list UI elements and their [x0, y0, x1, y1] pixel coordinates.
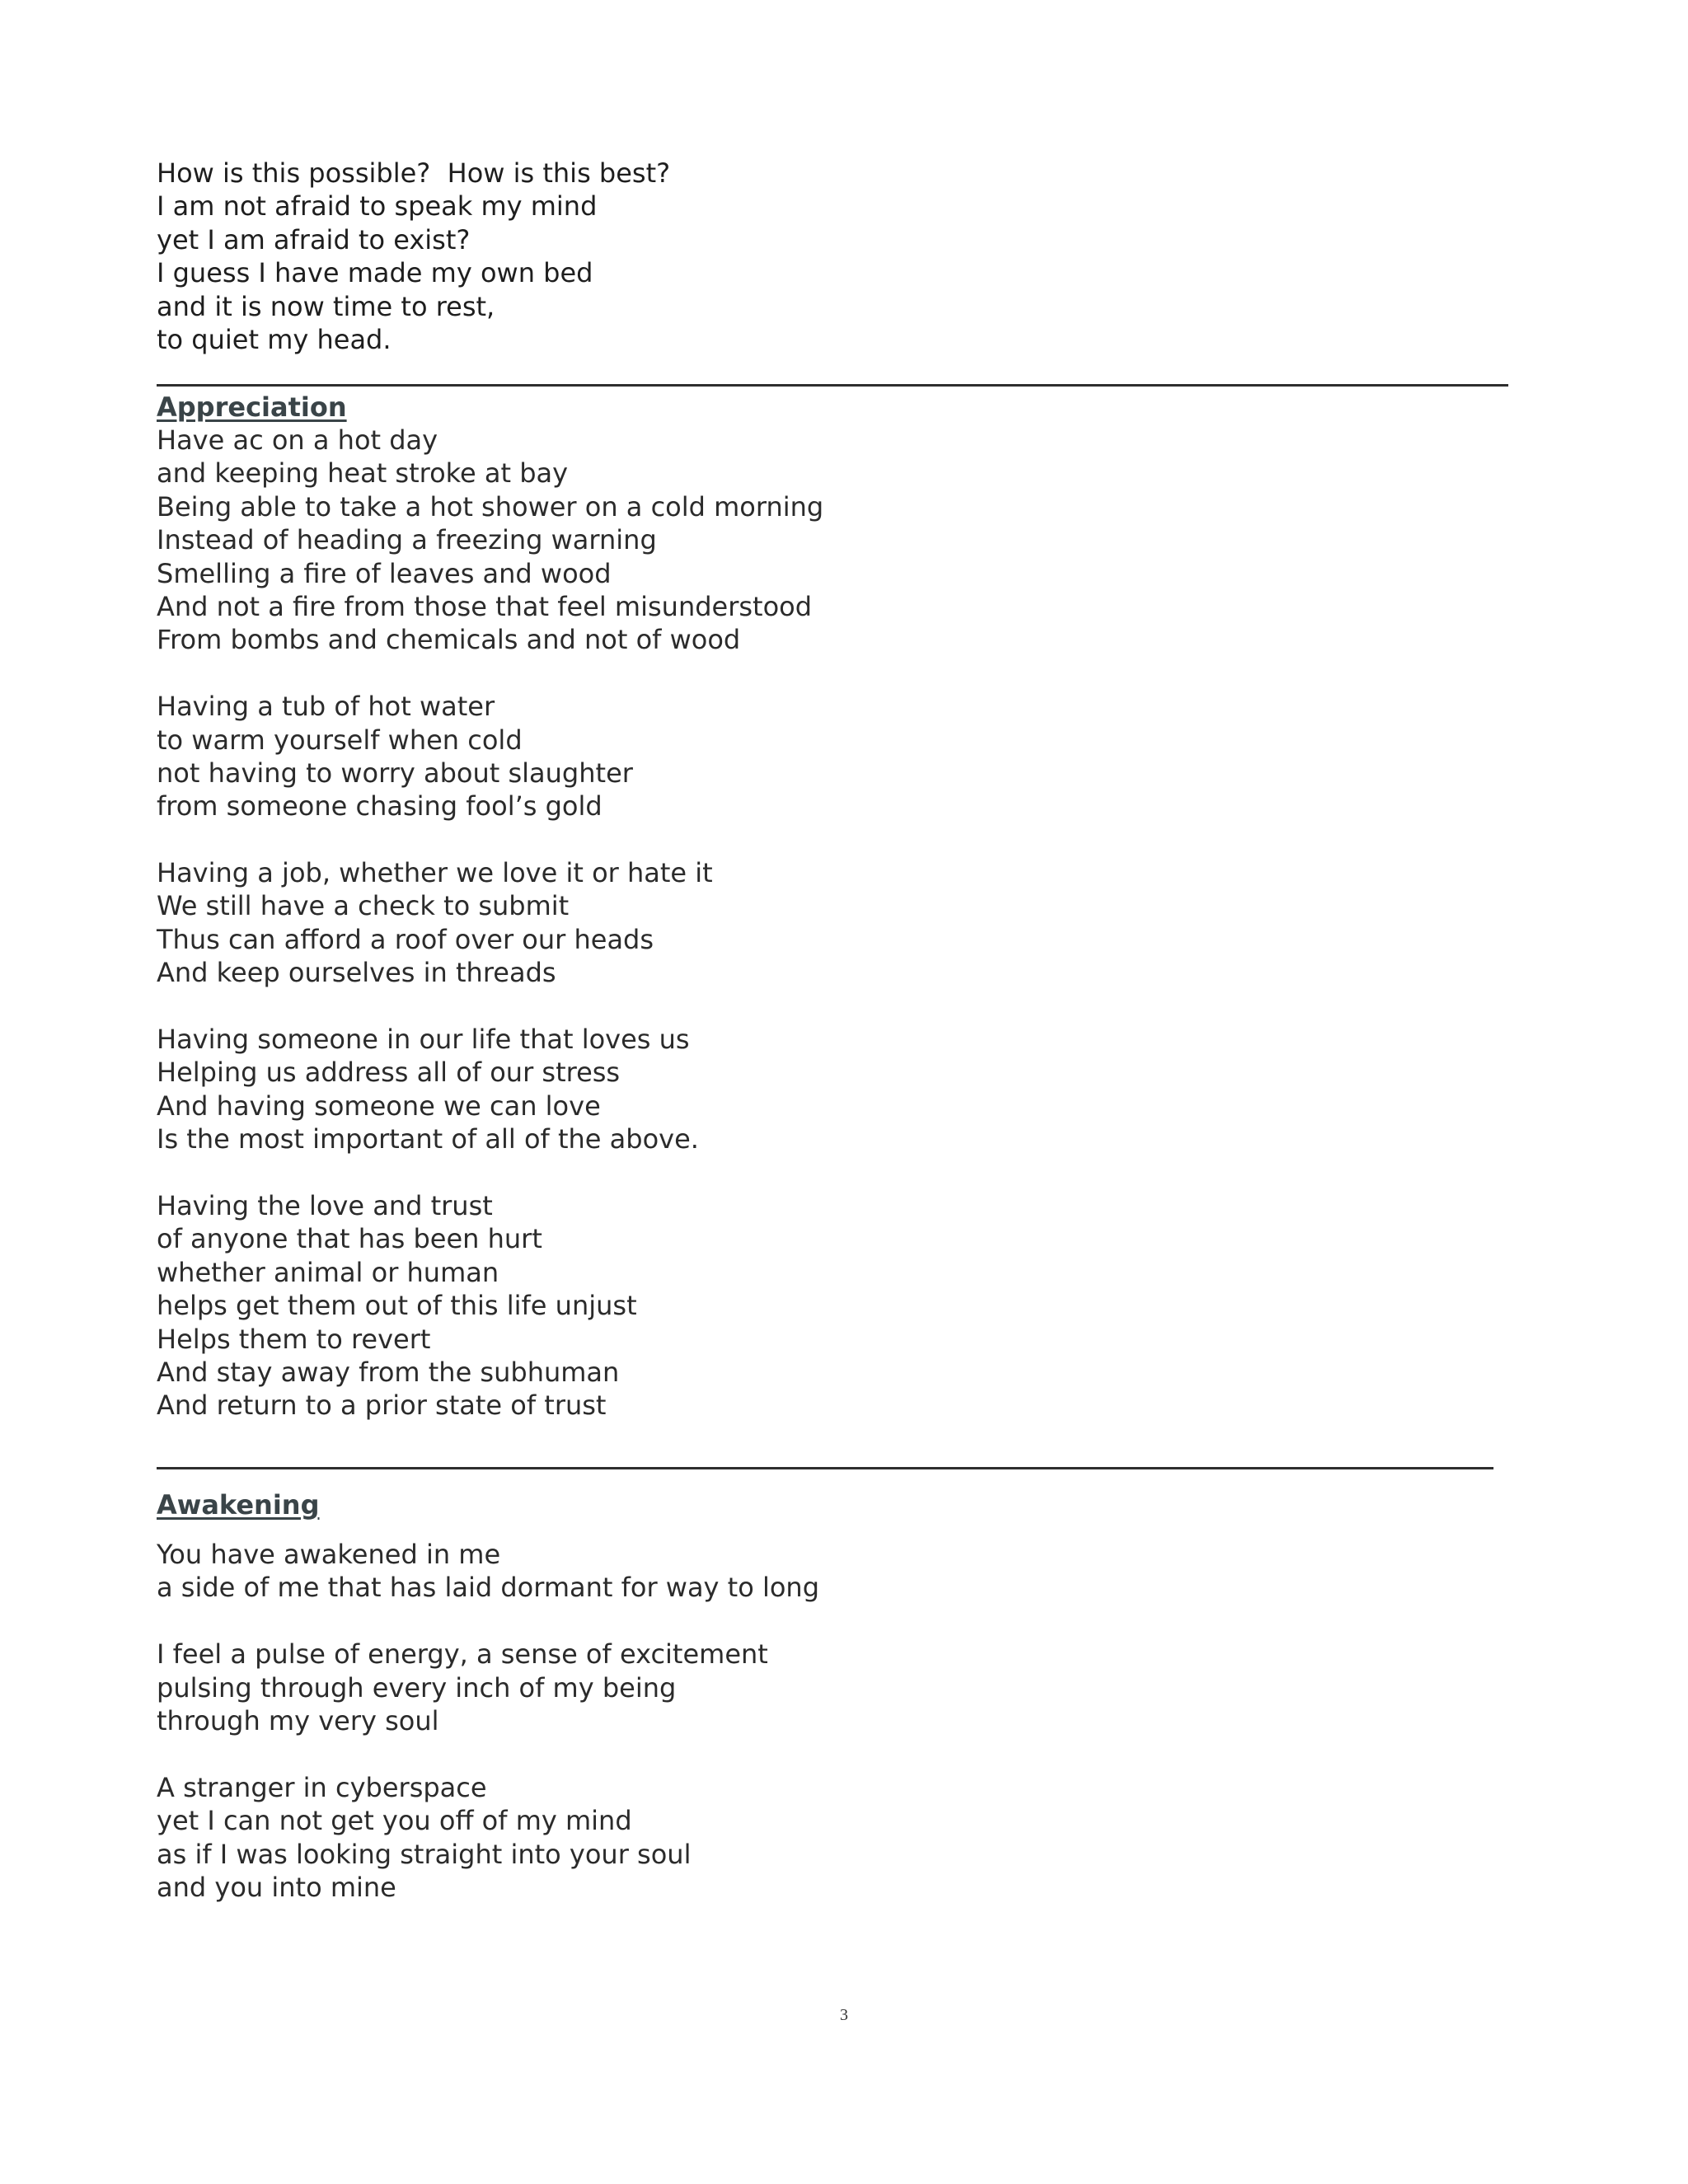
poem-line: through my very soul: [157, 1704, 439, 1736]
poem-line: Having the love and trust: [157, 1189, 493, 1221]
poem-title-awakening: Awakening: [157, 1489, 320, 1521]
poem-line: Helping us address all of our stress: [157, 1057, 621, 1089]
poem-body-awakening: [157, 1538, 819, 1904]
poem-line: of anyone that has been hurt: [157, 1223, 542, 1255]
poem-line: to warm yourself when cold: [157, 724, 523, 756]
poem-line: Thus can afford a roof over our heads: [157, 923, 654, 955]
poem-line: [157, 657, 823, 690]
poem-line: and keeping heat stroke at bay: [157, 457, 569, 490]
poem-line: as if I was looking straight into your soul: [157, 1838, 692, 1870]
poem-line: And stay away from the subhuman: [157, 1356, 620, 1388]
poem-line: [157, 1156, 823, 1189]
poem-line: and it is now time to rest,: [157, 290, 495, 322]
poem-title-appreciation: Appreciation: [157, 391, 347, 423]
poem-line: a side of me that has laid dormant for way to long: [157, 1572, 820, 1604]
poem-line: Having a tub of hot water: [157, 691, 495, 723]
poem-line: pulsing through every inch of my being: [157, 1671, 677, 1704]
poem-line: Having a job, whether we love it or hate it: [157, 857, 713, 889]
section-divider: [157, 1467, 1493, 1469]
poem-line: And not a fire from those that feel misunderstood: [157, 590, 813, 622]
poem-line: We still have a check to submit: [157, 890, 570, 922]
poem-line: And return to a prior state of trust: [157, 1390, 607, 1422]
page-number: 3: [840, 2006, 848, 2024]
poem-line: to quiet my head.: [157, 323, 392, 355]
poem-line: How is this possible? How is this best?: [157, 157, 671, 189]
poem-line: Is the most important of all of the above.: [157, 1123, 699, 1155]
poem-line: Smelling a fire of leaves and wood: [157, 557, 612, 589]
poem-line: [157, 1605, 819, 1638]
poem-line: yet I can not get you off of my mind: [157, 1805, 632, 1837]
poem-line: whether animal or human: [157, 1256, 499, 1288]
poem-line: You have awakened in me: [157, 1539, 501, 1570]
poem-line: And keep ourselves in threads: [157, 957, 556, 989]
poem-line: from someone chasing fool’s gold: [157, 790, 603, 823]
poem-line: Having someone in our life that loves us: [157, 1024, 690, 1056]
poem-line: and you into mine: [157, 1871, 396, 1903]
poem-line: Have ac on a hot day: [157, 424, 438, 456]
poem-line: And having someone we can love: [157, 1090, 601, 1122]
poem-line: [157, 990, 823, 1023]
poem-line: yet I am afraid to exist?: [157, 223, 471, 255]
poem-line: I guess I have made my own bed: [157, 257, 593, 289]
poem-line: A stranger in cyberspace: [157, 1771, 487, 1803]
poem-line: helps get them out of this life unjust: [157, 1290, 637, 1322]
section-divider: [157, 384, 1508, 387]
poem-line: I am not afraid to speak my mind: [157, 190, 598, 223]
poem-line: [157, 1737, 819, 1770]
poem-line: From bombs and chemicals and not of wood: [157, 624, 741, 656]
poem-line: Instead of heading a freezing warning: [157, 524, 657, 556]
poem-body-appreciation: [157, 424, 823, 1422]
poem-line: Helps them to revert: [157, 1323, 431, 1355]
poem-line: not having to worry about slaughter: [157, 757, 633, 789]
poem-line: [157, 823, 823, 856]
poem-intro-stanza: [157, 157, 670, 356]
poem-line: Being able to take a hot shower on a cold morning: [157, 490, 824, 523]
poem-line: I feel a pulse of energy, a sense of excitement: [157, 1638, 768, 1671]
